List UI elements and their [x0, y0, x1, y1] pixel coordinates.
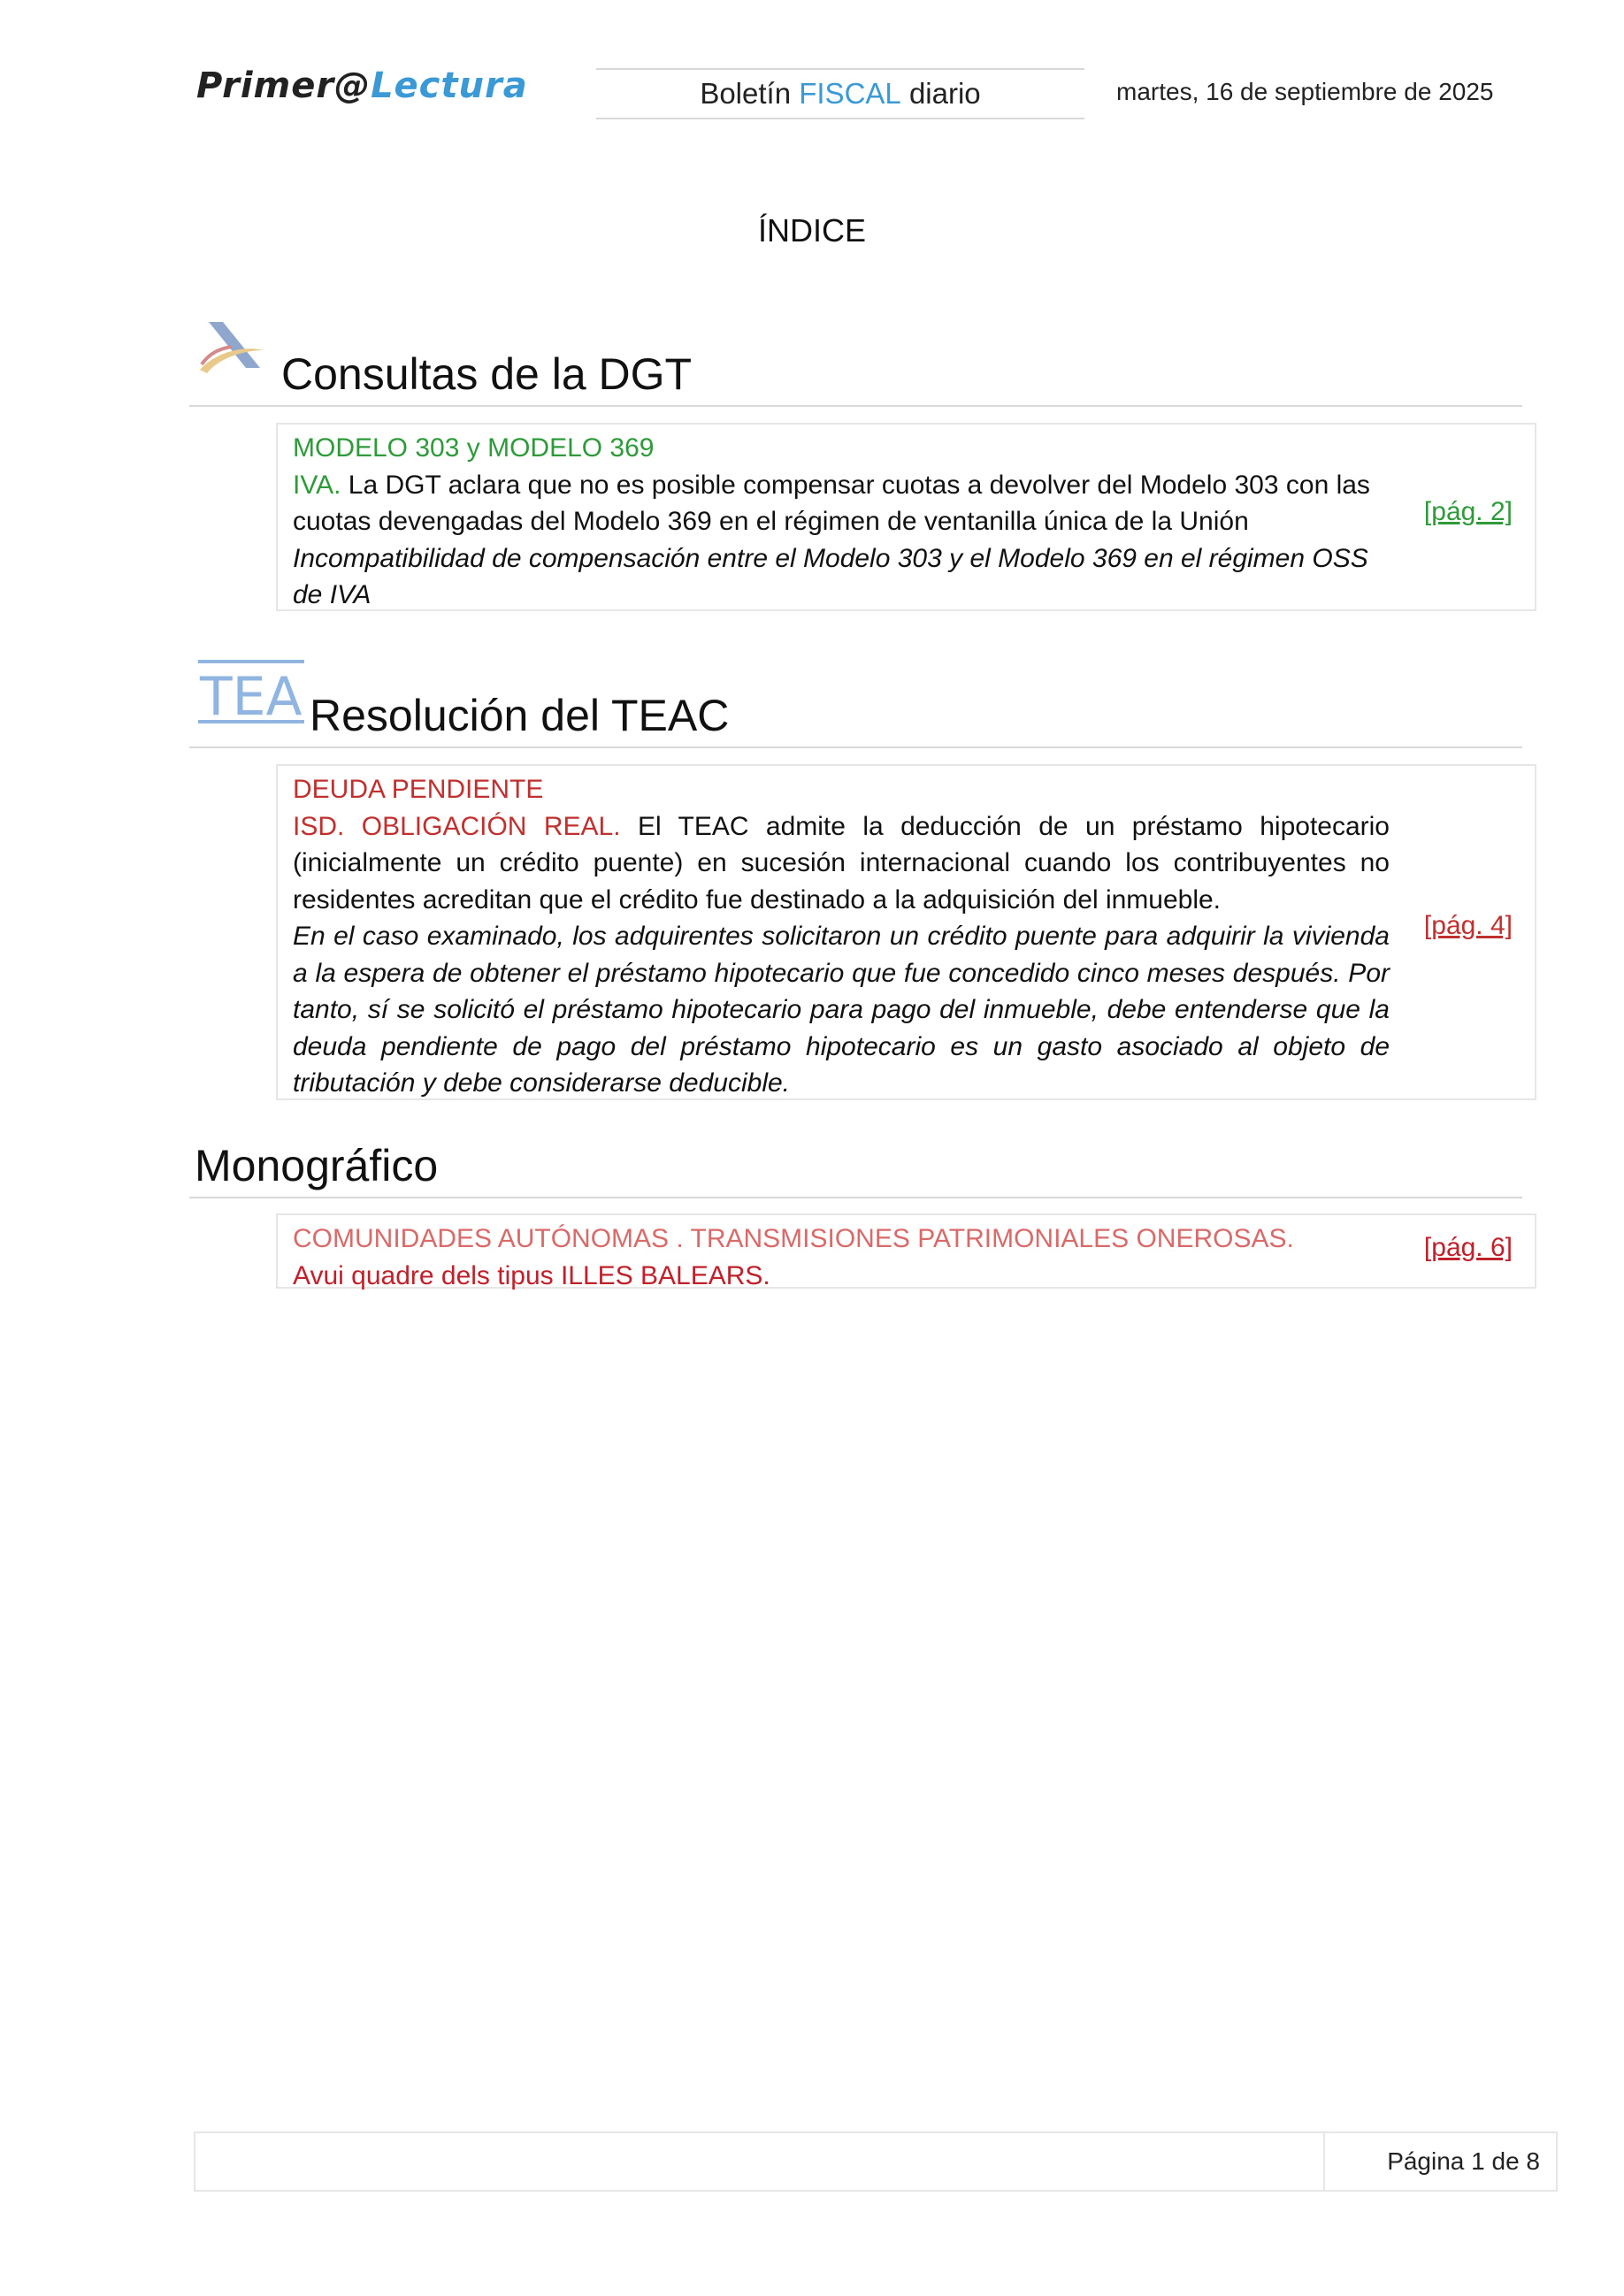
section-title-monografico: Monográfico — [195, 1141, 439, 1190]
section-header-monografico — [189, 1123, 1522, 1198]
bulletin-prefix: Boletín — [700, 77, 792, 110]
index-title: ÍNDICE — [757, 212, 866, 249]
bulletin-suffix: diario — [908, 77, 981, 110]
logo-part1: Primer@ — [196, 65, 372, 106]
section-header-teac — [189, 651, 1522, 748]
entry-summary: El TEAC admite la deducción de un préstamo hipotecario (inicialmente un crédito puente) en sucesión internacional cuando los contribuyentes no residentes acreditan que el crédito fue destinado a la adquisición del inmueble. — [293, 811, 1390, 915]
header-date: martes, 16 de septiembre de 2025 — [1116, 78, 1494, 105]
entry-summary: La DGT aclara que no es posible compensar cuotas a devolver del Modelo 303 con las cuotas devengadas del Modelo 369 en el régimen de ventanilla única de la Unión — [293, 470, 1370, 536]
entry-category: IVA. — [293, 470, 341, 500]
dgt-logo-icon — [196, 318, 267, 380]
entry-monografico — [276, 1213, 1536, 1289]
tea-logo-text: TEA — [200, 666, 303, 725]
primera-lectura-logo — [196, 65, 528, 106]
tea-logo-icon — [198, 658, 304, 725]
entry-topic: COMUNIDADES AUTÓNOMAS . TRANSMISIONES PATRIMONIALES ONEROSAS. — [293, 1224, 1294, 1253]
entry-detail: Incompatibilidad de compensación entre el Modelo 303 y el Modelo 369 en el régimen OSS de IVA — [293, 543, 1368, 609]
page-link-4[interactable]: [pág. 4] — [1423, 911, 1513, 940]
page-number: Página 1 de 8 — [1387, 2147, 1540, 2175]
entry-topic: MODELO 303 y MODELO 369 — [293, 433, 655, 463]
logo-part2: Lectura — [371, 65, 528, 106]
entry-summary: Avui quadre dels tipus ILLES BALEARS. — [293, 1260, 770, 1290]
entry-detail: En el caso examinado, los adquirentes solicitaron un crédito puente para adquirir la vivienda a la espera de obtener el préstamo hipotecario que fue concedido cinco meses después. Por tanto, sí se solicitó el préstamo hipotecario para pago del inmueble, debe entenderse que la deuda pendiente de pago del préstamo hipotecario es un gasto asociado al objeto de tributación y debe considerarse deducible. — [293, 922, 1390, 1098]
section-title-dgt: Consultas de la DGT — [281, 349, 693, 399]
entry-category: ISD. OBLIGACIÓN REAL. — [293, 811, 621, 841]
section-header-dgt — [189, 310, 1522, 407]
entry-teac — [276, 764, 1536, 1100]
page-link-6[interactable]: [pág. 6] — [1423, 1233, 1513, 1262]
page-footer — [194, 2131, 1558, 2192]
bulletin-fiscal: FISCAL — [799, 77, 901, 110]
entry-monografico-text — [293, 1221, 1390, 1294]
entry-topic: DEUDA PENDIENTE — [293, 775, 544, 804]
entry-teac-text — [293, 771, 1390, 1102]
bulletin-title — [596, 68, 1084, 119]
section-title-teac: Resolución del TEAC — [310, 691, 730, 740]
page-link-2[interactable]: [pág. 2] — [1423, 497, 1513, 526]
entry-dgt — [276, 423, 1536, 611]
footer-divider — [1323, 2133, 1325, 2190]
entry-dgt-text — [293, 430, 1390, 614]
